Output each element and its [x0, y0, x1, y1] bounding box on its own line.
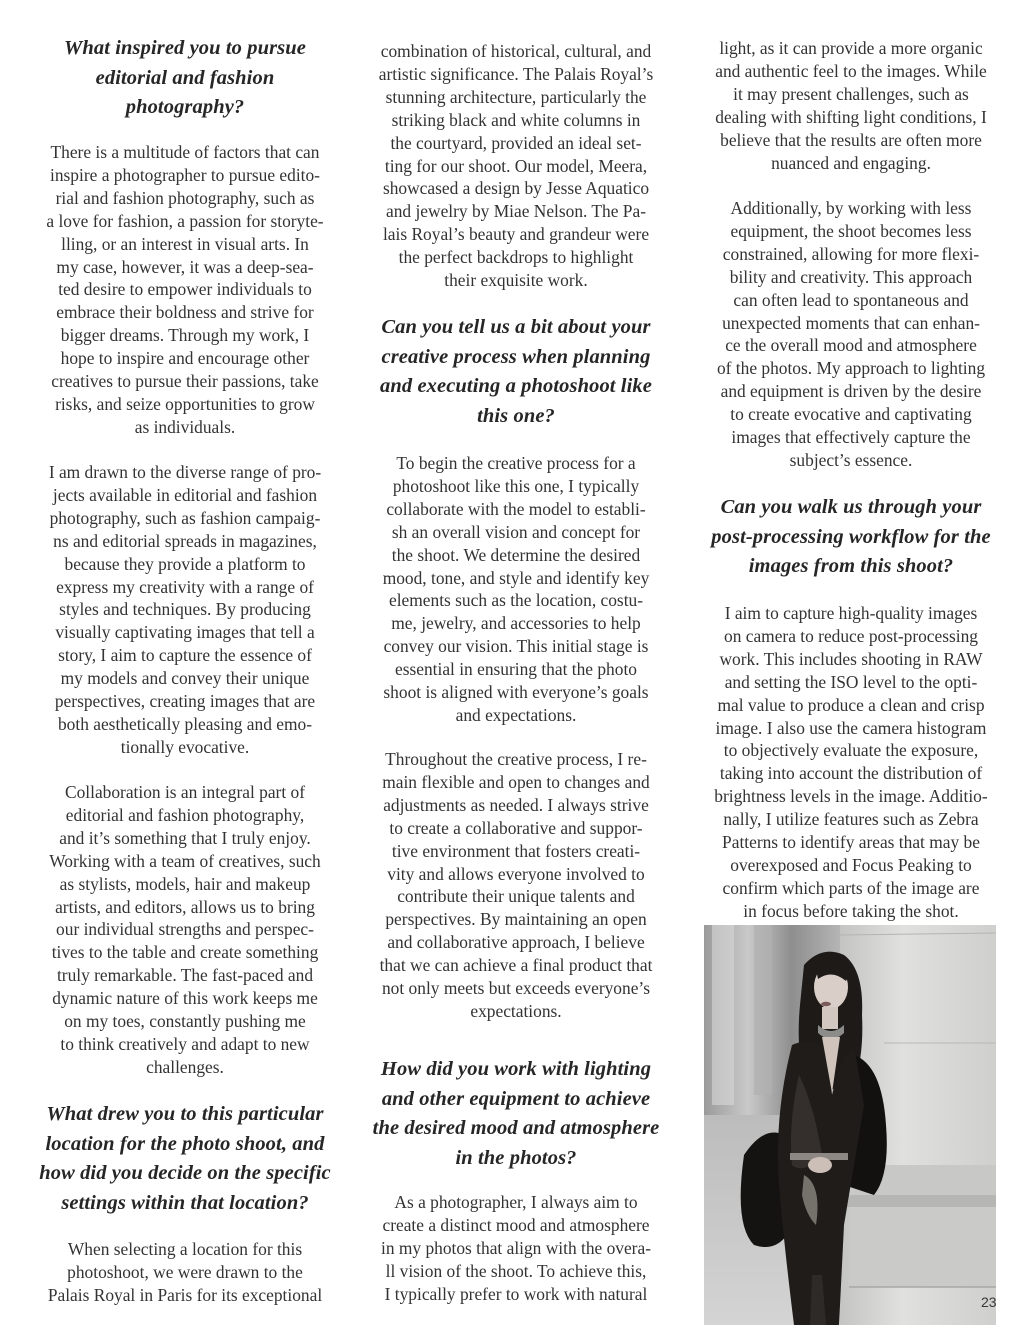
text-line: story, I aim to capture the essence of — [58, 645, 312, 666]
text-line: and jewelry by Miae Nelson. The Pa- — [386, 201, 646, 222]
text-line: editorial and fashion — [95, 66, 275, 89]
text-line: Can you walk us through your — [720, 496, 982, 518]
answer-paragraph — [686, 37, 1016, 174]
text-line: styles and techniques. By producing — [59, 599, 311, 620]
text-line: shoot is aligned with everyone’s goals — [383, 682, 649, 703]
question-heading — [22, 1100, 348, 1218]
answer-paragraph — [686, 602, 1016, 923]
text-line: confirm which parts of the image are — [722, 877, 980, 898]
text-line: convey our vision. This initial stage is — [383, 636, 649, 657]
answer-paragraph — [356, 452, 676, 727]
text-line: image. I also use the camera histogram — [715, 717, 987, 738]
text-line: light, as it can provide a more organic — [719, 38, 983, 58]
text-line: rial and fashion photography, such as — [55, 187, 315, 208]
text-line: equipment, the shoot becomes less — [730, 220, 972, 241]
text-line: nally, I utilize features such as Zebra — [723, 809, 979, 830]
text-line: on my toes, constantly pushing me — [64, 1011, 306, 1032]
text-line: Can you tell us a bit about your — [381, 316, 651, 338]
text-line: and executing a photoshoot like — [380, 375, 652, 397]
text-line: embrace their boldness and strive for — [56, 302, 314, 323]
text-line: What inspired you to pursue — [64, 37, 306, 59]
text-line: artistic significance. The Palais Royal’s — [378, 63, 654, 84]
text-line: express my creativity with a range of — [56, 576, 314, 597]
text-line: photography? — [125, 96, 245, 118]
answer-paragraph — [22, 141, 348, 439]
text-line: tives to the table and create something — [51, 942, 319, 963]
answer-paragraph — [22, 1238, 348, 1307]
text-line: Additionally, by working with less — [730, 198, 972, 218]
text-line: perspectives, creating images that are — [54, 691, 316, 712]
text-line: ns and editorial spreads in magazines, — [53, 530, 317, 551]
text-line: not only meets but exceeds everyone’s — [381, 978, 651, 999]
text-line: photoshoot, we were drawn to the — [67, 1261, 303, 1282]
text-line: as stylists, models, hair and makeup — [59, 873, 311, 894]
text-line: perspectives. By maintaining an open — [385, 909, 647, 930]
text-line: stunning architecture, particularly the — [385, 86, 647, 107]
text-line: as individuals. — [134, 416, 236, 437]
text-line: create a distinct mood and atmosphere — [382, 1214, 650, 1235]
text-line: Collaboration is an integral part of — [64, 782, 306, 802]
text-line: and authentic feel to the images. While — [715, 60, 987, 81]
text-line: location for the photo shoot, and — [45, 1132, 325, 1155]
model-photo-illustration — [704, 925, 996, 1325]
text-line: because they provide a platform to — [64, 553, 306, 574]
text-line: There is a multitude of factors that can — [50, 142, 320, 162]
text-line: bigger dreams. Through my work, I — [60, 325, 310, 346]
text-line: and other equipment to achieve — [381, 1087, 651, 1110]
text-line: can often lead to spontaneous and — [733, 289, 969, 310]
text-line: striking black and white columns in — [391, 109, 641, 130]
text-line: it may present challenges, such as — [733, 83, 969, 104]
question-heading — [22, 34, 348, 123]
text-line: contribute their unique talents and — [397, 886, 635, 907]
model-photo — [704, 925, 996, 1325]
text-line: editorial and fashion photography, — [65, 804, 305, 825]
text-line: of the photos. My approach to lighting — [716, 358, 986, 379]
text-line: vity and allows everyone involved to — [387, 863, 645, 884]
answer-paragraph — [356, 40, 676, 292]
text-line: images that effectively capture the — [731, 427, 971, 448]
text-line: lling, or an interest in visual arts. In — [61, 233, 309, 254]
text-line: and expectations. — [455, 704, 577, 725]
text-line: in the photos? — [455, 1146, 577, 1169]
page-number: 23 — [981, 1294, 997, 1310]
text-line: elements such as the location, costu- — [388, 590, 644, 611]
text-line: What drew you to this particular — [46, 1103, 324, 1125]
text-line: jects available in editorial and fashion — [52, 484, 318, 505]
text-line: combination of historical, cultural, and — [380, 41, 652, 61]
text-line: ted desire to empower individuals to — [58, 279, 312, 300]
text-line: creatives to pursue their passions, take — [51, 371, 319, 392]
text-line: adjustments as needed. I always strive — [383, 794, 649, 815]
text-line: in focus before taking the shot. — [743, 900, 959, 921]
text-line: and setting the ISO level to the opti- — [724, 671, 978, 692]
text-line: the perfect backdrops to highlight — [398, 247, 634, 268]
question-heading — [356, 313, 676, 431]
text-line: dynamic nature of this work keeps me — [52, 988, 318, 1009]
text-line: our individual strengths and perspec- — [56, 919, 314, 940]
text-line: this one? — [477, 404, 555, 427]
text-line: I am drawn to the diverse range of pro- — [48, 462, 322, 482]
text-line: images from this shoot? — [748, 555, 954, 577]
text-line: and collaborative approach, I believe — [387, 932, 645, 953]
text-line: dealing with shifting light conditions, I — [715, 106, 987, 127]
text-line: nuanced and engaging. — [771, 152, 931, 173]
text-line: ting for our shoot. Our model, Meera, — [384, 155, 648, 176]
text-line: bility and creativity. This approach — [729, 266, 973, 287]
text-line: main flexible and open to changes and — [382, 771, 650, 792]
text-line: I aim to capture high-quality images — [724, 603, 978, 623]
text-line: ce the overall mood and atmosphere — [725, 335, 977, 356]
text-line: me, jewelry, and accessories to help — [391, 613, 641, 634]
text-line: the desired mood and atmosphere — [372, 1117, 660, 1139]
text-line: settings within that location? — [61, 1191, 309, 1214]
text-line: that we can achieve a final product that — [379, 955, 653, 976]
text-line: post-processing workflow for the — [711, 525, 991, 548]
text-line: Patterns to identify areas that may be — [722, 832, 980, 853]
text-line: to think creatively and adapt to new — [60, 1033, 310, 1054]
text-line: my case, however, it was a deep-sea- — [56, 256, 314, 277]
text-line: to create evocative and captivating — [730, 404, 972, 425]
text-line: inspire a photographer to pursue edito- — [50, 164, 320, 185]
text-line: work. This includes shooting in RAW — [719, 648, 983, 669]
text-line: Working with a team of creatives, such — [49, 850, 321, 871]
answer-paragraph — [356, 748, 676, 1023]
text-line: showcased a design by Jesse Aquatico — [382, 178, 650, 199]
text-line: and equipment is driven by the desire — [720, 381, 982, 402]
text-line: unexpected moments that can enhan- — [722, 312, 980, 333]
text-line: mal value to produce a clean and crisp — [717, 694, 985, 715]
text-line: to create a collaborative and suppor- — [389, 817, 643, 838]
text-line: both aesthetically pleasing and emo- — [57, 713, 312, 734]
text-line: When selecting a location for this — [67, 1239, 303, 1259]
text-line: the shoot. We determine the desired — [391, 544, 641, 565]
text-line: to objectively evaluate the exposure, — [723, 740, 979, 761]
question-heading — [356, 1055, 676, 1173]
text-line: creative process when planning — [381, 345, 651, 368]
text-line: expectations. — [470, 1000, 562, 1021]
text-line: visually captivating images that tell a — [55, 622, 315, 643]
answer-paragraph — [22, 781, 348, 1079]
text-line: To begin the creative process for a — [396, 453, 636, 473]
answer-paragraph — [22, 461, 348, 759]
text-line: photoshoot like this one, I typically — [392, 475, 640, 496]
text-line: a love for fashion, a passion for storyte- — [46, 210, 324, 231]
text-line: truly remarkable. The fast-paced and — [56, 965, 314, 986]
text-line: I typically prefer to work with natural — [384, 1283, 648, 1304]
text-line: lais Royal’s beauty and grandeur were — [382, 224, 650, 245]
text-line: photography, such as fashion campaig- — [49, 507, 321, 528]
text-line: ll vision of the shoot. To achieve this, — [385, 1260, 647, 1281]
text-line: Palais Royal in Paris for its exceptional — [47, 1284, 323, 1305]
question-heading — [686, 493, 1016, 582]
text-line: artists, and editors, allows us to bring — [55, 896, 315, 917]
answer-paragraph — [686, 197, 1016, 472]
text-line: collaborate with the model to establi- — [386, 498, 646, 519]
text-line: on camera to reduce post-processing — [724, 625, 978, 646]
text-line: mood, tone, and style and identify key — [382, 567, 650, 588]
text-line: believe that the results are often more — [720, 129, 982, 150]
text-line: How did you work with lighting — [380, 1058, 652, 1080]
text-line: As a photographer, I always aim to — [394, 1192, 638, 1212]
text-line: sh an overall vision and concept for — [391, 521, 641, 542]
text-line: risks, and seize opportunities to grow — [55, 393, 315, 414]
text-line: tionally evocative. — [120, 736, 250, 757]
text-line: in my photos that align with the overa- — [381, 1237, 651, 1258]
text-line: brightness levels in the image. Additio- — [714, 786, 988, 807]
text-line: challenges. — [146, 1056, 224, 1077]
text-line: and it’s something that I truly enjoy. — [59, 827, 311, 848]
text-line: taking into account the distribution of — [719, 763, 983, 784]
answer-paragraph — [356, 1191, 676, 1306]
text-line: overexposed and Focus Peaking to — [730, 854, 972, 875]
text-line: how did you decide on the specific — [39, 1162, 331, 1184]
text-line: constrained, allowing for more flexi- — [722, 243, 980, 264]
text-line: their exquisite work. — [444, 270, 588, 291]
text-line: essential in ensuring that the photo — [395, 659, 637, 680]
text-line: the courtyard, provided an ideal set- — [390, 132, 642, 153]
text-line: hope to inspire and encourage other — [60, 348, 310, 369]
text-line: my models and convey their unique — [60, 668, 310, 689]
text-line: subject’s essence. — [789, 449, 913, 470]
text-line: Throughout the creative process, I re- — [385, 749, 647, 769]
text-line: tive environment that fosters creati- — [391, 840, 641, 861]
